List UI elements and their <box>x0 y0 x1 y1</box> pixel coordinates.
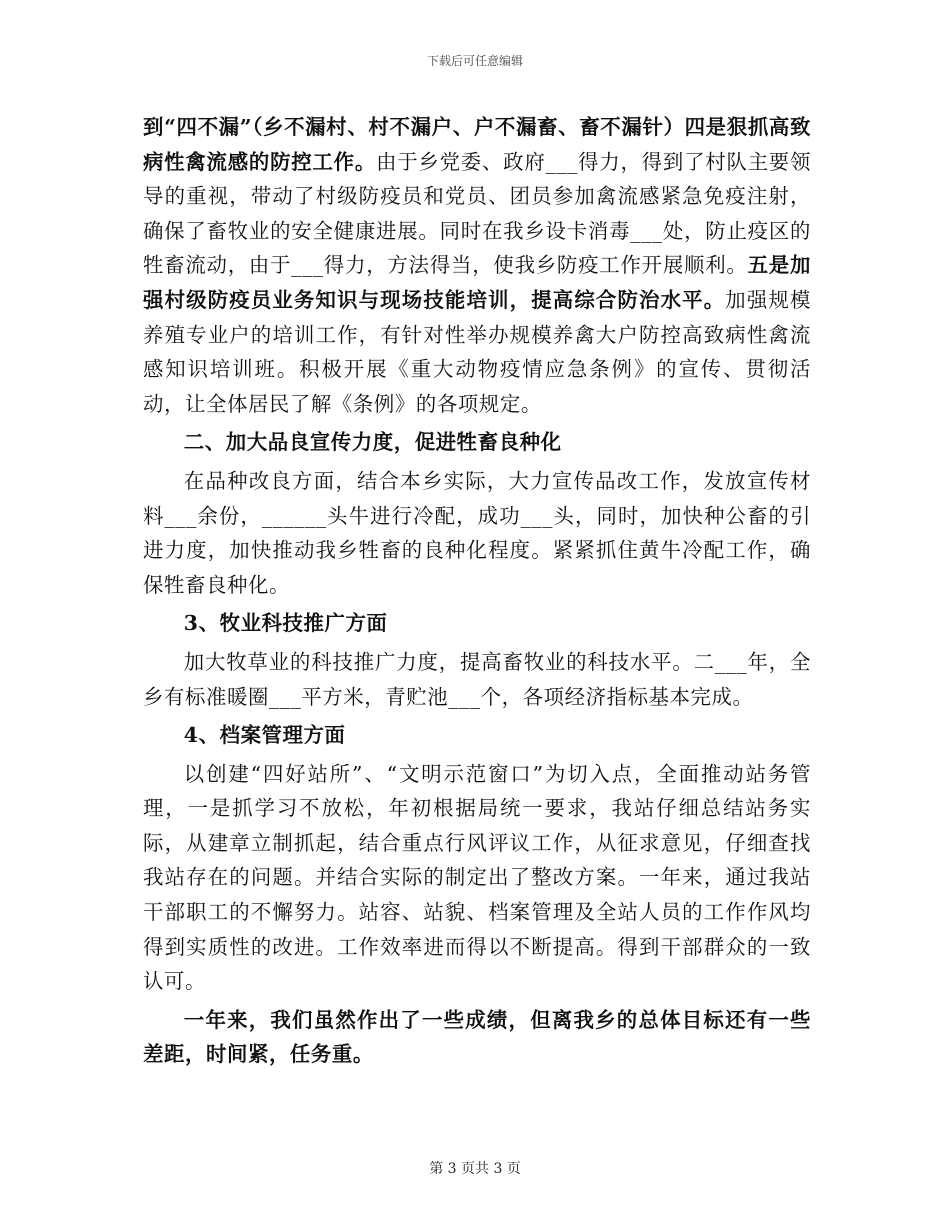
bold-text: 五是加强村级防疫员业务知识与现场技能培训，提高综合防治水平。 <box>143 253 811 312</box>
page-footer: 第 3 页共 3 页 <box>429 1161 521 1177</box>
document-body <box>143 110 811 1076</box>
paragraph-tech-promotion: 加大牧草业的科技推广力度，提高畜牧业的科技水平。二___年，全乡有标准暖圈___平方米，青贮池___个，各项经济指标基本完成。 <box>143 649 811 709</box>
section-heading-3: 3、牧业科技推广方面 <box>183 611 388 636</box>
page-header: 下载后可任意编辑 <box>426 54 523 68</box>
paragraph-breed-improvement: 在品种改良方面，结合本乡实际，大力宣传品改工作，发放宣传材料___余份，______头牛进行冷配，成功___头，同时，加快种公畜的引进力度，加快推动我乡牲畜的良种化程度。紧紧抓住黄牛冷配工作，确保牲畜良种化。 <box>143 468 811 597</box>
body-text: 由于乡党委、政府___得力，得到了村队主要领导的重视，带动了村级防疫员和党员、团员参加禽流感紧急免疫注射，确保了畜牧业的安全健康进展。同时在我乡设卡消毒___处，防止疫区的牲畜流动，由于___得力，方法得当，使我乡防疫工作开展顺利。 <box>143 149 811 278</box>
body-text: 加强规模养殖专业户的培训工作，有针对性举办规模养禽大户防控高致病性禽流感知识培训班。积极开展《重大动物疫情应急条例》的宣传、贯彻活动，让全体居民了解《条例》的各项规定。 <box>143 287 811 416</box>
section-heading-2: 二、加大品良宣传力度，促进牲畜良种化 <box>183 430 562 455</box>
bold-text: 到“四不漏”（乡不漏村、村不漏户、户不漏畜、畜不漏针）四是狠抓高致病性禽流感的防控工作。 <box>143 115 811 174</box>
paragraph-conclusion: 一年来，我们虽然作出了一些成绩，但离我乡的总体目标还有一些差距，时间紧，任务重。 <box>143 1007 811 1067</box>
paragraph-epidemic-control <box>143 110 811 421</box>
section-heading-4: 4、档案管理方面 <box>183 723 346 748</box>
paragraph-archive-management: 以创建“四好站所”、“文明示范窗口”为切入点，全面推动站务管理，一是抓学习不放松，年初根据局统一要求，我站仔细总结站务实际，从建章立制抓起，结合重点行风评议工作，从征求意见，仔细查找我站存在的问题。并结合实际的制定出了整改方案。一年来，通过我站干部职工的不懈努力。站容、站貌、档案管理及全站人员的工作作风均得到实质性的改进。工作效率进而得以不断提高。得到干部群众的一致认可。 <box>143 761 811 994</box>
